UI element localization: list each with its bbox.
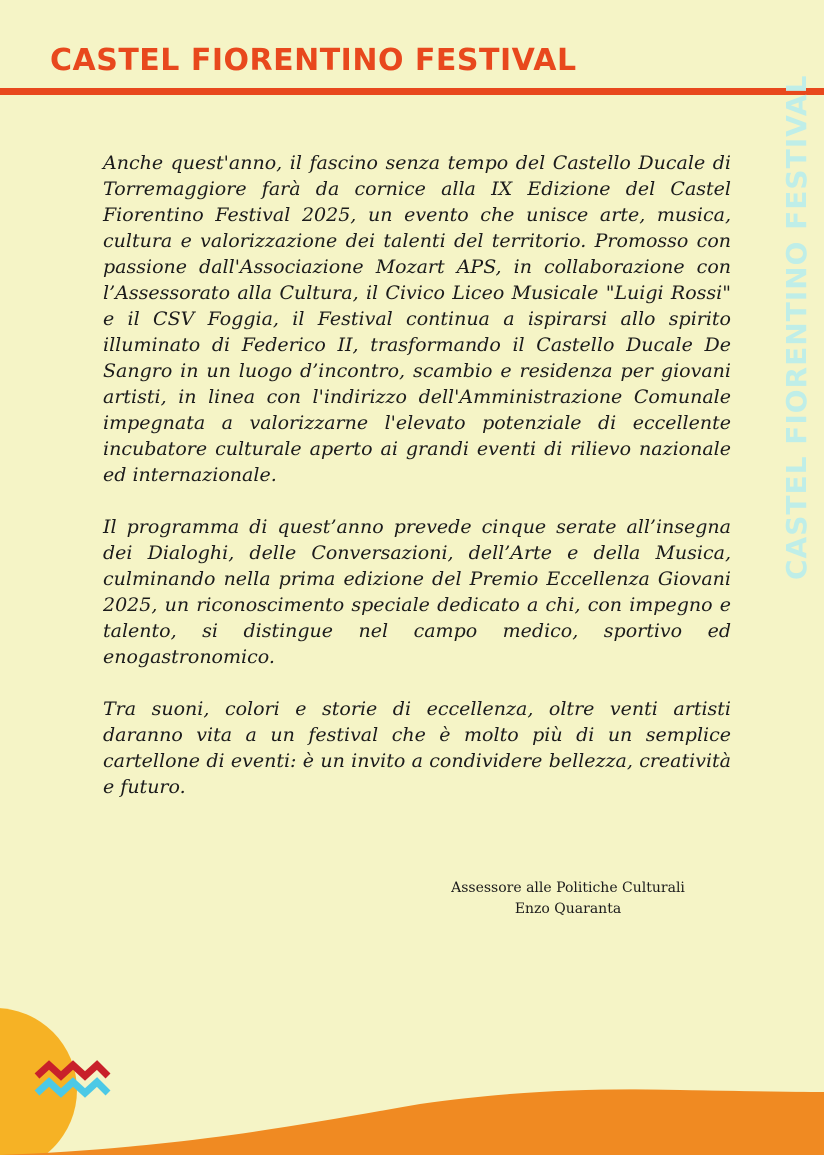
- side-title: CASTEL FIORENTINO FESTIVAL: [780, 74, 813, 580]
- paragraph-2: Il programma di quest’anno prevede cinque serate all’insegna dei Dialoghi, delle Conversazioni, dell’Arte e della Musica, culminando nella prima edizione del Premio Eccellenza Giovani 2025, un riconoscimento speciale dedicato a chi, con impegno e talento, si distingue nel campo medico, sportivo ed enogastronomico.: [103, 516, 731, 668]
- signature-name: Enzo Quaranta: [514, 901, 622, 917]
- header-title: CASTEL FIORENTINO FESTIVAL: [50, 43, 577, 78]
- orange-wave: [0, 1089, 824, 1155]
- signature-role: Assessore alle Politiche Culturali: [451, 880, 685, 896]
- paragraph-3: Tra suoni, colori e storie di eccellenza, oltre venti artisti daranno vita a un festival che è molto più di un semplice cartellone di eventi: è un invito a condividere bellezza, creatività e futuro.: [103, 698, 731, 798]
- sun-shape: [0, 1008, 77, 1155]
- paragraph-1: Anche quest'anno, il fascino senza tempo del Castello Ducale di Torremaggiore farà da cornice alla IX Edizione del Castel Fiorentino Festival 2025, un evento che unisce arte, musica, cultura e valorizzazione dei talenti del territorio. Promosso con passione dall'Associazione Mozart APS, in collaborazione con l’Assessorato alla Cultura, il Civico Liceo Musicale "Luigi Rossi" e il CSV Foggia, il Festival continua a ispirarsi allo spirito illuminato di Federico II, trasformando il Castello Ducale De Sangro in un luogo d’incontro, scambio e residenza per giovani artisti, in linea con l'indirizzo dell'Amministrazione Comunale impegnata a valorizzarne l'elevato potenziale di eccellente incubatore culturale aperto ai grandi eventi di rilievo nazionale ed internazionale.: [103, 152, 731, 486]
